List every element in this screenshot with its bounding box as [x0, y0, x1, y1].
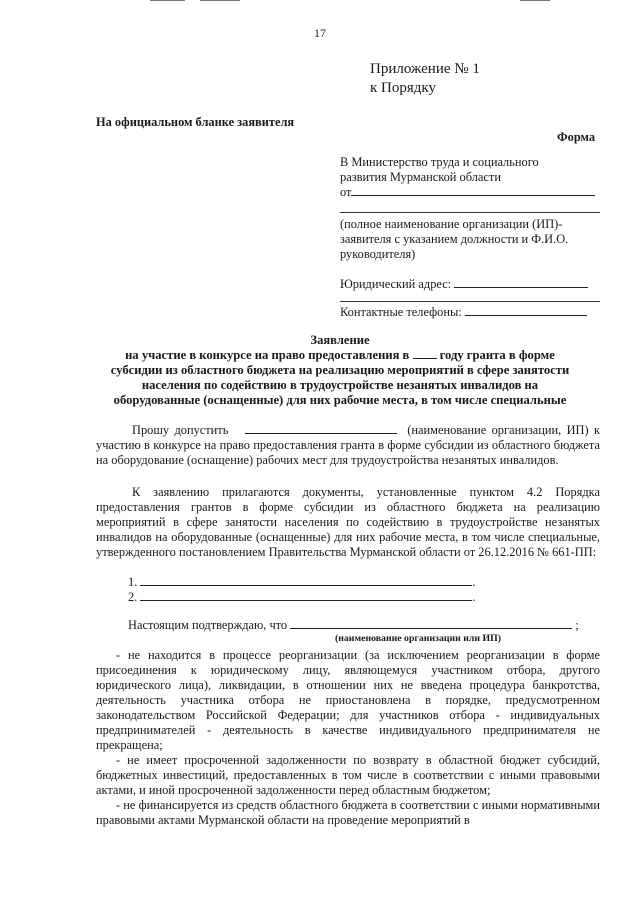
request-paragraph: Прошу допустить (наименование организации, ИП) к участию в конкурсе на право предоставления гранта в форме субсидии из областного бюджета на оборудование (оснащение) рабочих мест для трудоустройства незанятых инвалидов. — [96, 423, 600, 467]
attachment-item-2: 2. . — [128, 590, 476, 604]
application-title — [80, 333, 600, 408]
attachment-item-1: 1. . — [128, 575, 476, 589]
confirmation-row: Настоящим подтверждаю, что ; — [128, 618, 579, 632]
confirm-organization-field[interactable] — [290, 618, 572, 629]
scan-edge-line — [150, 0, 185, 1]
legal-address-field[interactable] — [454, 277, 588, 288]
appendix-header — [370, 60, 480, 98]
legal-address-field-line-2[interactable] — [340, 301, 600, 302]
from-field[interactable] — [351, 185, 595, 196]
confirm-label: Настоящим подтверждаю, что — [128, 618, 288, 632]
addressee-line-2: развития Мурманской области — [340, 170, 501, 184]
addressee-caption: (полное наименование организации (ИП)-заявителя с указанием должности и Ф.И.О. руководителя) — [340, 217, 569, 261]
phones-label: Контактные телефоны: — [340, 305, 462, 319]
page-number: 17 — [314, 26, 326, 40]
conditions-list — [96, 648, 600, 828]
appendix-line-2: к Порядку — [370, 80, 436, 96]
attachment-2-field[interactable] — [140, 590, 472, 601]
condition-item-1: - не находится в процессе реорганизации (за исключением реорганизации в форме присоединения к юридическому лицу, являющемуся участником отбора, другого юридического лица), ликвидации, в отношении них не введена процедура банкротства, деятельность участника отбора не приостановлена в порядке, предусмотренном законодательством Российской Федерации; для участников отбора - индивидуальных предпринимателей - деятельность в качестве индивидуального предпринимателя не прекращена; — [96, 648, 600, 752]
title-line-2: субсидии из областного бюджета на реализацию мероприятий в сфере занятости — [110, 363, 570, 377]
title-line-4: оборудованные (оснащенные) для них рабочие места, в том числе специальные — [113, 393, 567, 407]
condition-item-2: - не имеет просроченной задолженности по возврату в областной бюджет субсидий, бюджетных инвестиций, предоставленных в том числе в соответствии с иными правовыми актами, и иной просроченной задолженности перед областным бюджетом; — [96, 753, 600, 797]
legal-address-row — [340, 277, 600, 292]
from-field-line-2[interactable] — [340, 212, 600, 213]
from-label: от — [340, 185, 352, 199]
scan-edge-line — [200, 0, 240, 1]
year-field[interactable] — [413, 348, 437, 359]
title-line-3: населения по содействию в трудоустройстве незанятых инвалидов на — [141, 378, 539, 392]
title-line-1: на участие в конкурсе на право предоставления в году гранта в форме — [125, 348, 555, 362]
attachment-1-field[interactable] — [140, 575, 472, 586]
condition-item-3: - не финансируется из средств областного бюджета в соответствии с иными нормативными правовыми актами Мурманской области на проведение мероприятий в — [96, 798, 600, 827]
confirm-caption: (наименование организации или ИП) — [335, 633, 501, 644]
official-blank-note: На официальном бланке заявителя — [96, 115, 295, 129]
addressee-line-1: В Министерство труда и социального — [340, 155, 539, 169]
scan-edge-line — [520, 0, 550, 1]
organization-name-field[interactable] — [245, 423, 397, 434]
title-heading: Заявление — [310, 333, 370, 347]
addressee-from-row — [340, 185, 600, 200]
appendix-line-1: Приложение № 1 — [370, 61, 480, 77]
phones-field[interactable] — [465, 305, 587, 316]
form-label: Форма — [557, 130, 596, 144]
legal-address-label: Юридический адрес: — [340, 277, 452, 291]
attachments-paragraph: К заявлению прилагаются документы, установленные пунктом 4.2 Порядка предоставления грантов в форме субсидии из областного бюджета на реализацию мероприятий в сфере занятости населения по содействию в трудоустройстве незанятых инвалидов на оборудованные (оснащенные) для них рабочие места, в том числе специальные, утвержденного постановлением Правительства Мурманской области от 26.12.2016 № 661-ПП: — [96, 485, 600, 559]
phones-row — [340, 305, 600, 320]
